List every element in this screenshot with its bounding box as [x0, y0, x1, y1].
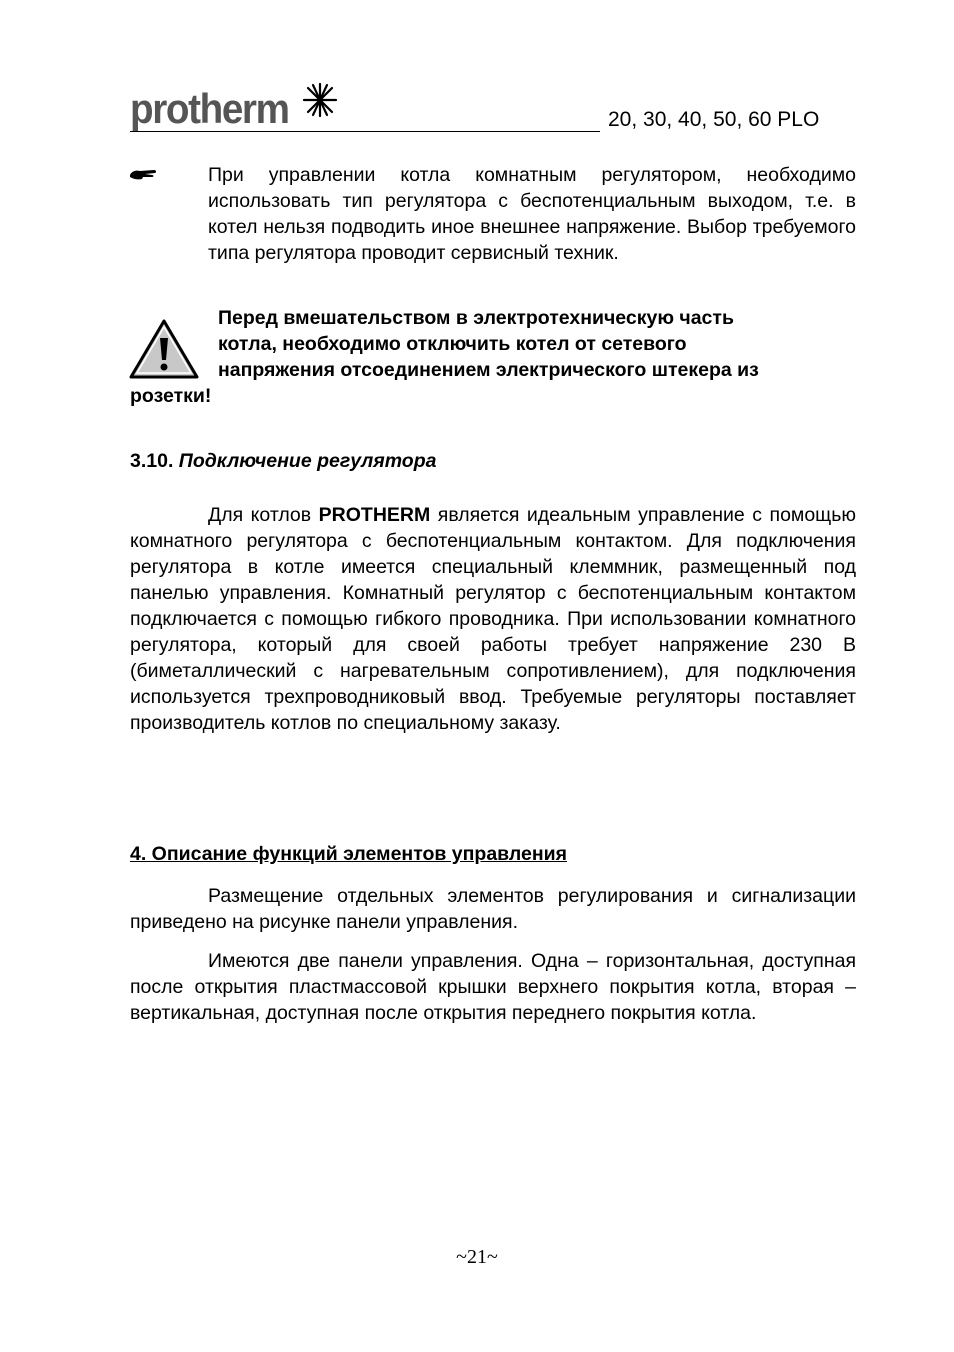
warning-text — [130, 305, 856, 409]
paragraph-text: Размещение отдельных элементов регулирования и сигнализации приведено на рисунке панели управления. — [130, 885, 856, 933]
section-4-paragraph-1 — [130, 883, 856, 935]
section-4-paragraph-2 — [130, 948, 856, 1026]
header-rule — [130, 131, 600, 132]
star-burst-icon — [302, 82, 338, 118]
section-number: 3.10. — [130, 450, 174, 472]
paragraph-text-rest: является идеальным управление с помощью комнатного регулятора с беспотенциальным контактом. Для подключения регулятора в котле имеется специальный клеммник, размещенный под панелью управления. Комнатный регулятор с беспотенциальным контактом подключается с помощью гибкого проводника. При использовании комнатного регулятора, который для своей работы требует напряжение 230 В (биметаллический с нагревательным сопротивлением), для подключения используется трехпроводниковый ввод. Требуемые регуляторы поставляет производитель котлов по специальному заказу. — [130, 504, 857, 734]
paragraph-text-start: Для котлов — [208, 504, 319, 526]
model-label: 20, 30, 40, 50, 60 PLO — [608, 108, 820, 131]
pointing-hand-icon — [128, 166, 158, 182]
warning-line-3: напряжения отсоединением электрического штекера из — [218, 359, 759, 381]
warning-line-4: розетки! — [130, 385, 212, 407]
note-paragraph: При управлении котла комнатным регулятором, необходимо использовать тип регулятора с беспотенциальным выходом, т.е. в котел нельзя подводить иное внешнее напряжение. Выбор требуемого типа регулятора проводит сервисный техник. — [208, 164, 856, 264]
section-4-heading: 4. Описание функций элементов управления — [130, 843, 568, 865]
brand-name: PROTHERM — [318, 504, 431, 526]
page-number: ~21~ — [456, 1246, 498, 1268]
section-title: Подключение регулятора — [178, 450, 437, 472]
protherm-logo: protherm — [130, 85, 289, 132]
section-3-10-heading — [130, 450, 436, 473]
section-3-10-paragraph — [130, 502, 856, 736]
warning-line-2: котла, необходимо отключить котел от сетевого — [218, 333, 687, 355]
warning-line-1: Перед вмешательством в электротехническую часть — [218, 307, 734, 329]
paragraph-text: Имеются две панели управления. Одна – горизонтальная, доступная после открытия пластмассовой крышки верхнего покрытия котла, вторая – вертикальная, доступная после открытия переднего покрытия котла. — [130, 950, 856, 1024]
